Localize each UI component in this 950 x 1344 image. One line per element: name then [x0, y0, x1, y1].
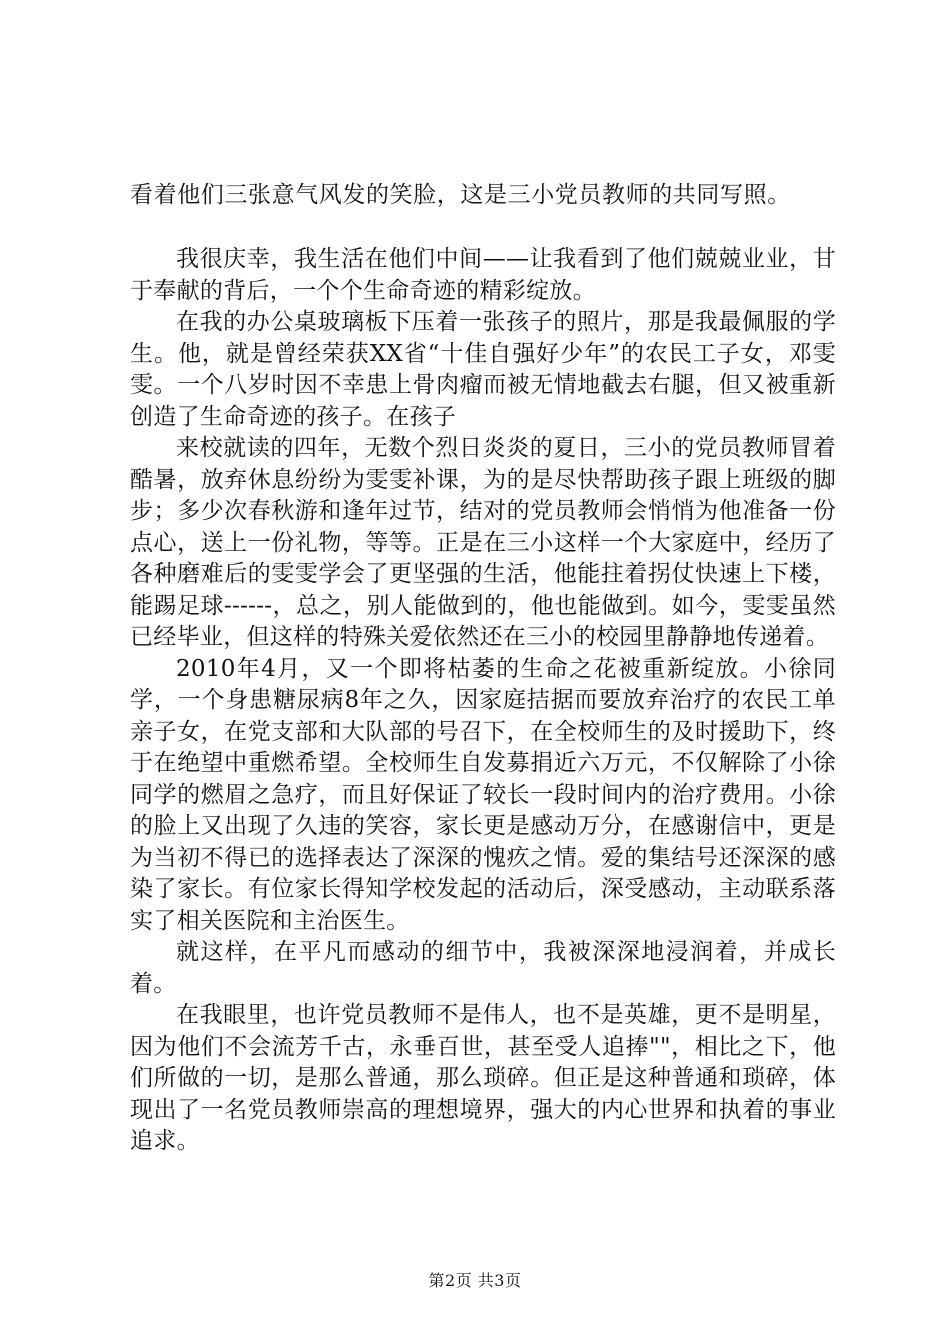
paragraph: 就这样，在平凡而感动的细节中，我被深深地浸润着，并成长着。 [130, 939, 836, 997]
paragraph: 2010年4月，又一个即将枯萎的生命之花被重新绽放。小徐同学，一个身患糖尿病8年之久，因家庭拮据而要放弃治疗的农民工单亲子女，在党支部和大队部的号召下，在全校师生的及时援助下，终于在绝望中重燃希望。全校师生自发募捐近六万元，不仅解除了小徐同学的燃眉之急疗，而且好保证了较长一段时间内的治疗费用。小徐的脸上又出现了久违的笑容，家长更是感动万分，在感谢信中，更是为当初不得已的选择表达了深深的愧疚之情。爱的集结号还深深的感染了家长。有位家长得知学校发起的活动后，深受感动，主动联系落实了相关医院和主治医生。 [130, 655, 836, 934]
paragraph: 我很庆幸，我生活在他们中间——让我看到了他们兢兢业业，甘于奉献的背后，一个个生命奇迹的精彩绽放。 [130, 246, 836, 304]
paragraph: 在我眼里，也许党员教师不是伟人，也不是英雄，更不是明星，因为他们不会流芳千古，永垂百世，甚至受人追捧""，相比之下，他们所做的一切，是那么普通，那么琐碎。但正是这种普通和琐碎，体现出了一名党员教师崇高的理想境界，强大的内心世界和执着的事业追求。 [130, 1002, 836, 1154]
paragraph: 在我的办公桌玻璃板下压着一张孩子的照片，那是我最佩服的学生。他，就是曾经荣获XX省“十佳自强好少年”的农民工子女，邓雯雯。一个八岁时因不幸患上骨肉瘤而被无情地截去右腿，但又被重新创造了生命奇迹的孩子。在孩子 [130, 309, 836, 430]
body-text [130, 244, 836, 1158]
opening-line: 看着他们三张意气风发的笑脸，这是三小党员教师的共同写照。 [130, 182, 791, 208]
paragraph: 来校就读的四年，无数个烈日炎炎的夏日，三小的党员教师冒着酷暑，放弃休息纷纷为雯雯补课，为的是尽快帮助孩子跟上班级的脚步；多少次春秋游和逢年过节，结对的党员教师会悄悄为他准备一份点心，送上一份礼物，等等。正是在三小这样一个大家庭中，经历了各种磨难后的雯雯学会了更坚强的生活，他能拄着拐仗快速上下楼，能踢足球------，总之，别人能做到的，他也能做到。如今，雯雯虽然已经毕业，但这样的特殊关爱依然还在三小的校园里静静地传递着。 [130, 435, 836, 650]
page-number-footer: 第2页 共3页 [428, 1271, 522, 1290]
